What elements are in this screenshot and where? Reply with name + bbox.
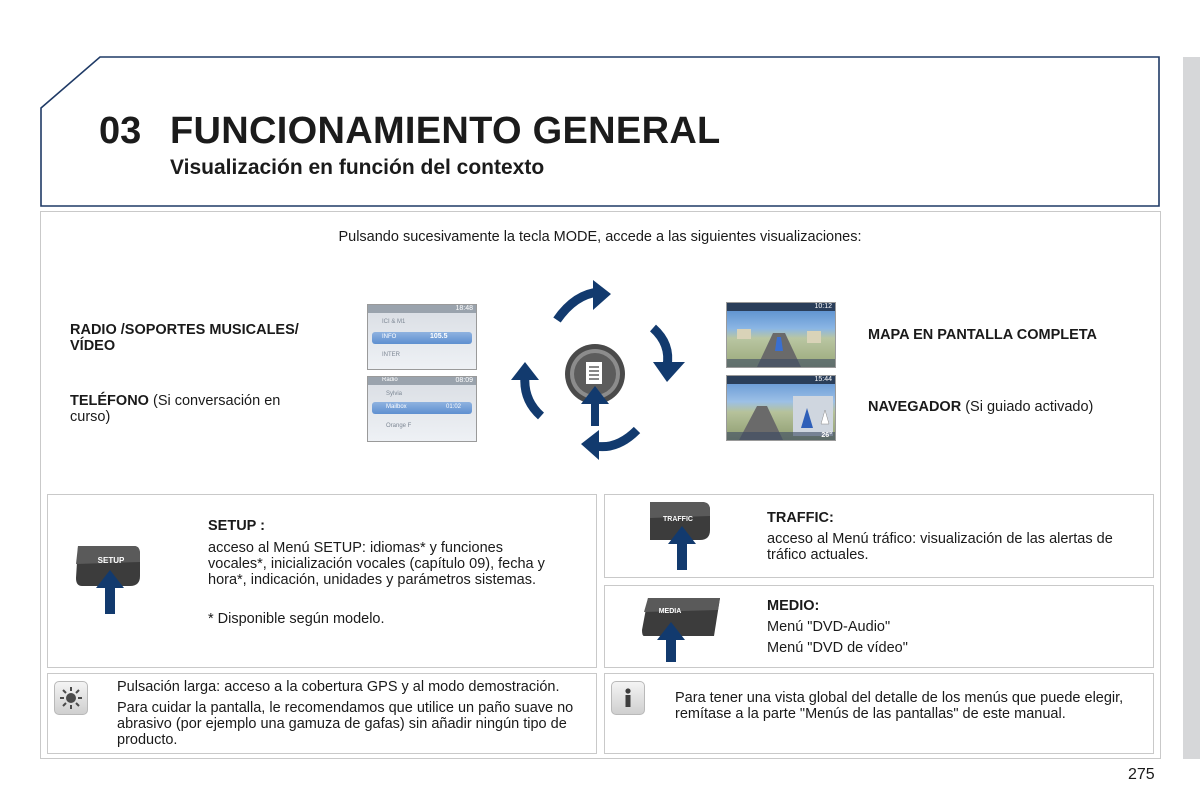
- media-line1: Menú "DVD-Audio": [767, 619, 891, 635]
- cycle-arrow-left: [511, 362, 541, 416]
- phone-screen-clock: 08:09: [455, 377, 473, 384]
- traffic-button-label: TRAFFIC: [663, 516, 693, 523]
- phone-screen-row0: Radio: [382, 377, 398, 383]
- chapter-subtitle: Visualización en función del contexto: [170, 156, 545, 179]
- cycle-arrow-top: [557, 280, 611, 320]
- phone-screen-row3: Orange F: [386, 423, 412, 429]
- radio-label: RADIO /SOPORTES MUSICALES/ VÍDEO: [70, 322, 299, 354]
- radio-screen-row3: INTER: [382, 352, 400, 358]
- page-number: 275: [1128, 766, 1155, 783]
- cycle-arrow-right: [653, 328, 685, 382]
- phone-label-block: [70, 393, 320, 425]
- sun-icon: [54, 681, 88, 715]
- media-button-label: MEDIA: [658, 608, 682, 615]
- setup-button-illustration: [70, 542, 150, 618]
- phone-screen-row1: Sylvia: [386, 391, 403, 397]
- chapter-title: FUNCIONAMIENTO GENERAL: [170, 110, 721, 152]
- phone-screen-value: 01:02: [446, 404, 462, 410]
- traffic-title: TRAFFIC:: [767, 510, 834, 526]
- nav-screen-temp: 26°: [821, 432, 832, 439]
- radio-screen-row2: INFO: [382, 334, 397, 340]
- nav-screen-clock: 15:44: [814, 376, 832, 383]
- tip-line2: Para cuidar la pantalla, le recomendamos que utilice un paño suave no abrasivo (por ejemplo una gamuza de gafas) sin añadir ningún tipo de producto.: [117, 700, 574, 748]
- setup-title: SETUP :: [208, 518, 265, 534]
- traffic-body: acceso al Menú tráfico: visualización de las alertas de tráfico actuales.: [767, 531, 1113, 563]
- tip-line1: Pulsación larga: acceso a la cobertura GPS y al modo demostración.: [117, 679, 560, 695]
- map-screen-clock: 10:12: [814, 303, 832, 310]
- info-icon: [611, 681, 645, 715]
- traffic-button-illustration: [646, 500, 718, 572]
- media-title: MEDIO:: [767, 598, 820, 614]
- cycle-arrow-bottom: [581, 430, 637, 460]
- radio-screen-clock: 18:48: [455, 305, 473, 312]
- phone-note: (Si conversación en curso): [70, 393, 281, 425]
- radio-screen-row1: ICI & M1: [382, 319, 406, 325]
- radio-screen: [367, 304, 477, 370]
- nav-label-block: [868, 399, 1093, 415]
- setup-footnote: * Disponible según modelo.: [208, 611, 385, 627]
- phone-label: TELÉFONO: [70, 393, 149, 409]
- nav-label: NAVEGADOR: [868, 399, 962, 415]
- media-button-illustration: [640, 596, 724, 664]
- phone-screen-row2: Mailbox: [386, 404, 407, 410]
- setup-button-label: SETUP: [97, 556, 125, 565]
- map-label: MAPA EN PANTALLA COMPLETA: [868, 327, 1098, 343]
- media-line2: Menú "DVD de vídeo": [767, 640, 908, 656]
- mode-intro: Pulsando sucesivamente la tecla MODE, accede a las siguientes visualizaciones:: [338, 229, 862, 245]
- info-body: Para tener una vista global del detalle de los menús que puede elegir, remítase a la parte "Menús de las pantallas" de este manual.: [675, 690, 1124, 722]
- nav-screen: [726, 375, 836, 441]
- phone-screen: [367, 376, 477, 442]
- setup-body: acceso al Menú SETUP: idiomas* y funciones vocales*, inicialización vocales (capítulo 09), fecha y hora*, indicación, unidades y parámetros sistemas.: [208, 540, 545, 588]
- map-screen: [726, 302, 836, 368]
- chapter-number: 03: [99, 110, 142, 152]
- mode-cycle-diagram: [495, 278, 695, 470]
- nav-note: (Si guiado activado): [965, 399, 1094, 415]
- radio-screen-value: 105.5: [430, 333, 448, 340]
